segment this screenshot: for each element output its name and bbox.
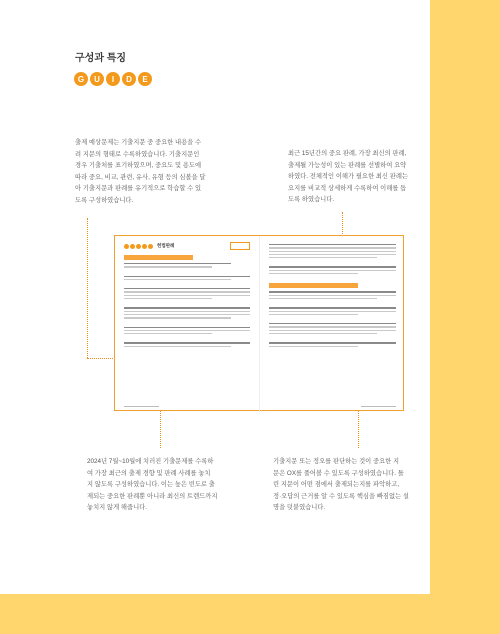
note-line: 2024년 7월~10월에 치러진 기출문제를 수록하	[87, 458, 214, 465]
text-line	[269, 257, 377, 258]
text-line	[124, 311, 250, 312]
guide-letter-u: U	[90, 72, 104, 86]
text-line	[269, 273, 358, 274]
sample-page-right	[260, 236, 405, 412]
text-line	[124, 330, 250, 331]
text-line	[124, 298, 212, 299]
text-line	[269, 333, 377, 334]
text-line	[124, 276, 250, 277]
text-line	[124, 295, 250, 296]
text-line	[269, 247, 396, 248]
page-footer	[124, 406, 159, 408]
sample-section-bar	[124, 255, 193, 260]
note-line: 려 지문의 형태로 수록하였습니다. 기출지문인	[75, 150, 200, 158]
text-line	[124, 263, 231, 264]
text-line	[124, 266, 212, 267]
text-line	[124, 314, 250, 315]
text-line	[124, 288, 250, 289]
sample-spread	[114, 235, 404, 411]
text-line	[269, 266, 396, 267]
text-line	[124, 346, 231, 347]
text-line	[269, 298, 377, 299]
note-line: 기출지문 또는 정오를 판단하는 것이 중요한 지	[273, 458, 400, 465]
text-line	[269, 251, 396, 252]
note-line: 지 않도록 구성하였습니다. 이는 높은 빈도로 출	[87, 481, 215, 488]
mini-badge	[136, 244, 141, 249]
mini-badge	[130, 244, 135, 249]
text-line	[269, 295, 396, 296]
text-line	[269, 346, 358, 347]
text-line	[269, 326, 396, 327]
note-line: 문은 OX를 풀어볼 수 있도록 구성하였습니다. 틀	[273, 469, 404, 477]
note-line: 도록 구성하였습니다.	[75, 196, 134, 204]
sample-tag	[230, 242, 250, 250]
note-line: 제되는 중요한 판례뿐 아니라 최신의 트렌드까지	[87, 492, 218, 500]
note-line: 아 기출지문과 판례를 유기적으로 학습할 수 있	[75, 185, 202, 192]
text-line	[124, 327, 250, 328]
section-title: 구성과 특징	[75, 53, 127, 64]
guide-letter-d: D	[122, 72, 136, 86]
text-line	[269, 307, 396, 308]
page-footer	[361, 406, 396, 408]
text-line	[269, 291, 396, 292]
text-line	[269, 342, 396, 343]
mini-badge	[148, 244, 153, 249]
note-recent-cases	[288, 148, 413, 206]
text-line	[269, 311, 396, 312]
text-line	[269, 330, 396, 331]
note-recent-exams	[87, 456, 247, 514]
note-line: 하였다. 전체적인 이해가 필요한 최신 판례는	[288, 173, 408, 180]
text-line	[269, 314, 358, 315]
note-line: 출제될 가능성이 있는 판례를 선별하여 요약	[288, 161, 407, 169]
text-line	[269, 244, 396, 245]
sample-header	[124, 242, 250, 250]
text-line	[124, 342, 250, 343]
text-line	[124, 333, 212, 334]
text-line	[124, 317, 231, 318]
text-line	[269, 323, 396, 324]
note-line: 여 가장 최근의 출제 경향 및 판례 사례를 놓치	[87, 469, 211, 477]
note-line: 린 지문이 어떤 점에서 출제되는지를 파악하고,	[273, 481, 400, 488]
note-line: 최근 15년간의 중요 판례, 가장 최신의 판례,	[288, 150, 407, 157]
connector-line	[87, 218, 88, 358]
note-line: 요지를 비교적 상세하게 수록하여 이해를 돕	[288, 184, 407, 192]
guide-badges	[74, 72, 152, 86]
note-line: 명을 덧붙였습니다.	[273, 504, 326, 511]
mini-badge	[124, 244, 129, 249]
sample-title: 헌법판례	[157, 243, 175, 248]
note-expected-questions	[75, 137, 235, 206]
text-line	[124, 307, 250, 308]
note-line: 정·오답의 근거를 알 수 있도록 핵심을 빠짐없는 설	[273, 492, 409, 500]
note-line: 놓치지 않게 해줍니다.	[87, 504, 147, 511]
sample-page-left	[115, 236, 260, 412]
guide-letter-i: I	[106, 72, 120, 86]
note-line: 도록 하였습니다.	[288, 196, 335, 203]
text-line	[269, 270, 396, 271]
text-line	[269, 254, 396, 255]
note-line: 출제 예상문제는 기출지문 중 중요한 내용을 수	[75, 139, 202, 146]
sample-section-bar	[269, 283, 358, 288]
text-line	[124, 279, 231, 280]
mini-badge	[142, 244, 147, 249]
note-ox-quiz	[273, 456, 408, 514]
note-line: 따라 중요, 비교, 관련, 유사, 유형 등의 심볼을 달	[75, 173, 206, 181]
guide-letter-g: G	[74, 72, 88, 86]
guide-letter-e: E	[138, 72, 152, 86]
note-line: 경우 기출처를 표기하였으며, 중요도 및 용도에	[75, 162, 202, 169]
text-line	[124, 291, 250, 292]
